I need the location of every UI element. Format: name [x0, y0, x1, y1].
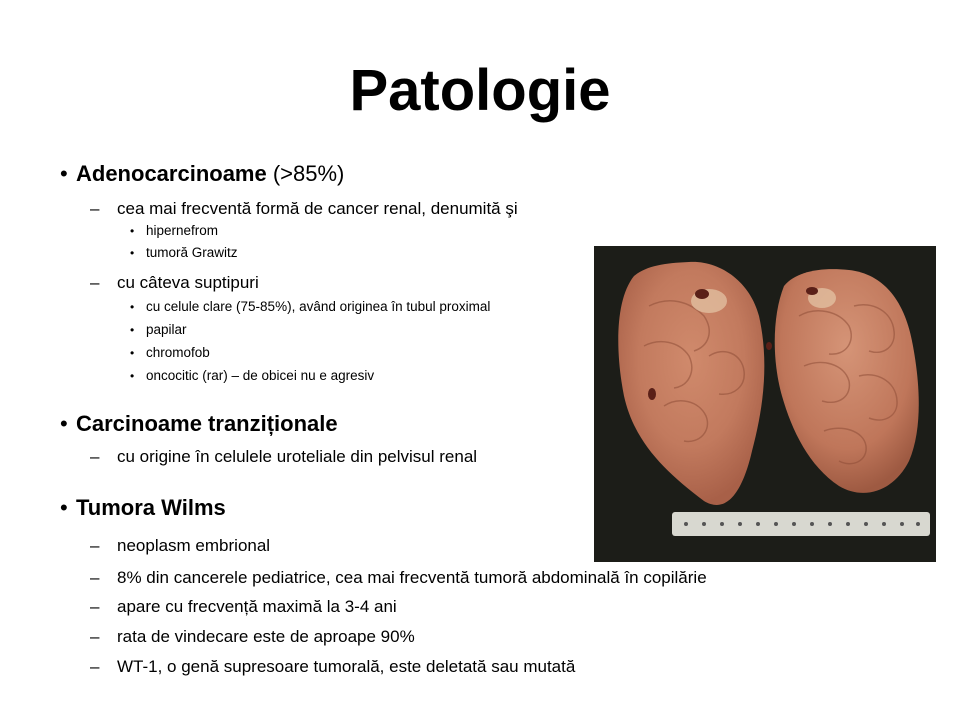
- subitem-text: cu câteva suptipuri: [117, 273, 259, 292]
- dash-glyph: –: [90, 447, 100, 466]
- subsubitem-text: cu celule clare (75-85%), având originea în tubul proximal: [146, 299, 491, 314]
- dash-glyph: –: [90, 597, 100, 616]
- subitem-text: cu origine în celulele uroteliale din pelvisul renal: [117, 447, 478, 466]
- bullet-glyph: •: [130, 323, 135, 337]
- dash-glyph: –: [90, 568, 100, 587]
- subitem-text: neoplasm embrional: [117, 536, 271, 555]
- subitem-text: cea mai frecventă formă de cancer renal, denumită şi: [117, 199, 518, 218]
- subsubitem-text: papilar: [146, 322, 187, 337]
- ruler: [672, 512, 930, 536]
- subsubitem-text: tumoră Grawitz: [146, 245, 238, 260]
- heading-wilms: Tumora Wilms: [76, 495, 226, 520]
- bullet-glyph: •: [130, 300, 135, 314]
- bullet-adenocarcinoame: [60, 160, 345, 188]
- subsubitem-text: oncocitic (rar) – de obicei nu e agresiv: [146, 368, 375, 383]
- dash-glyph: –: [90, 657, 100, 676]
- subitem-text: 8% din cancerele pediatrice, cea mai frecventă tumoră abdominală în copilărie: [117, 568, 707, 587]
- heading-percentage: (>85%): [266, 161, 345, 186]
- bullet-glyph: •: [60, 411, 68, 436]
- bullet-glyph: •: [60, 161, 68, 186]
- bullet-glyph: •: [60, 495, 68, 520]
- bullet-glyph: •: [130, 346, 135, 360]
- bullet-glyph: •: [130, 224, 135, 238]
- dash-glyph: –: [90, 273, 100, 292]
- dash-glyph: –: [90, 627, 100, 646]
- slide-title: Patologie: [349, 58, 611, 123]
- heading-adenocarcinoame: Adenocarcinoame: [76, 161, 267, 186]
- subitem-text: WT-1, o genă supresoare tumorală, este deletată sau mutată: [117, 657, 576, 676]
- kidney-specimen-photo: [594, 246, 936, 562]
- kidney-specimen-illustration: [594, 246, 936, 562]
- subsubitem-text: chromofob: [146, 345, 210, 360]
- subitem-text: apare cu frecvență maximă la 3-4 ani: [117, 597, 397, 616]
- heading-carcinoame: Carcinoame tranziționale: [76, 411, 338, 436]
- dash-glyph: –: [90, 536, 100, 555]
- bullet-wilms: [60, 494, 226, 522]
- subitem-text: rata de vindecare este de aproape 90%: [117, 627, 415, 646]
- bullet-glyph: •: [130, 246, 135, 260]
- bullet-carcinoame: [60, 410, 338, 438]
- subsubitem-text: hipernefrom: [146, 223, 219, 238]
- dash-glyph: –: [90, 199, 100, 218]
- bullet-glyph: •: [130, 369, 135, 383]
